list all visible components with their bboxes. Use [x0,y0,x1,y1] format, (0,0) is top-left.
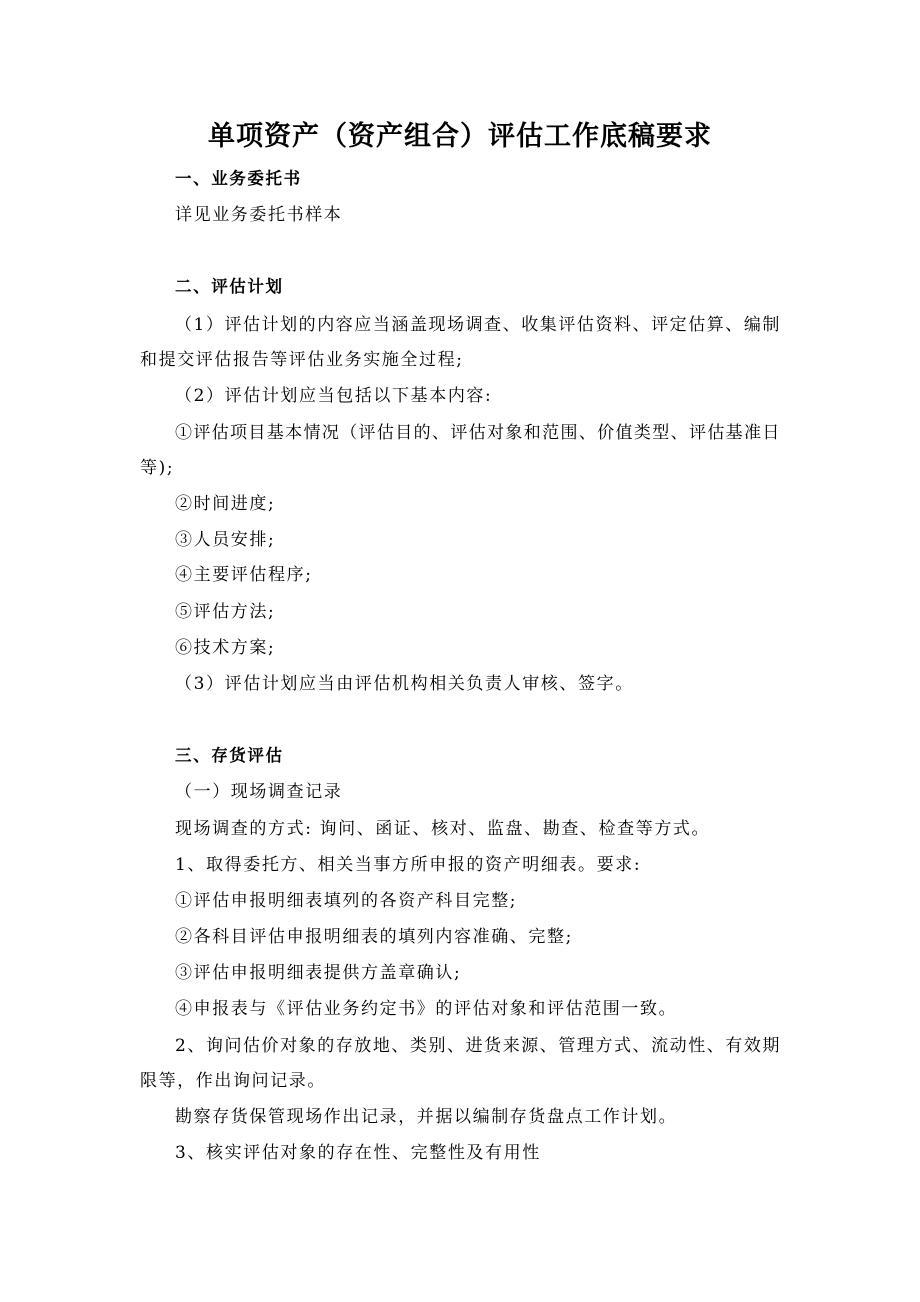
section3-survey: 勘察存货保管现场作出记录，并据以编制存货盘点工作计划。 [175,1107,678,1127]
section2-sub3: ③人员安排; [175,530,276,550]
section1-heading: 一、业务委托书 [175,169,302,188]
section2-sub2: ②时间进度; [175,494,276,514]
section3-req2: ②各科目评估申报明细表的填列内容准确、完整; [175,927,573,947]
section3-point3: 3、核实评估对象的存在性、完整性及有用性 [175,1143,541,1163]
section1-text: 详见业务委托书样本 [175,205,343,225]
section2-item1-line2: 和提交评估报告等评估业务实施全过程; [140,350,464,370]
section2-sub4: ④主要评估程序; [175,565,313,585]
section3-heading: 三、存货评估 [175,746,284,765]
section2-item2: （2）评估计划应当包括以下基本内容: [175,386,493,406]
section2-sub6: ⑥技术方案; [175,638,276,658]
section2-item3: （3）评估计划应当由评估机构相关负责人审核、签字。 [175,674,634,694]
section3-point2-line1: 2、询问估价对象的存放地、类别、进货来源、管理方式、流动性、有效期 [175,1036,780,1056]
section2-item1-line1: （1）评估计划的内容应当涵盖现场调查、收集评估资料、评定估算、编制 [175,315,780,335]
section2-heading: 二、评估计划 [175,277,284,296]
section3-methods: 现场调查的方式: 询问、函证、核对、监盘、勘查、检查等方式。 [175,819,711,839]
section2-sub1-line1: ①评估项目基本情况（评估目的、评估对象和范围、价值类型、评估基准日 [175,423,780,443]
section3-point1: 1、取得委托方、相关当事方所申报的资产明细表。要求: [175,855,642,875]
section2-sub5: ⑤评估方法; [175,602,276,622]
document-title: 单项资产（资产组合）评估工作底稿要求 [208,121,712,152]
section3-req4: ④申报表与《评估业务约定书》的评估对象和评估范围一致。 [175,999,678,1019]
section3-req1: ①评估申报明细表填列的各资产科目完整; [175,891,518,911]
section3-point2-line2: 限等，作出询问记录。 [140,1071,326,1091]
section3-req3: ③评估申报明细表提供方盖章确认; [175,963,462,983]
section2-sub1-line2: 等); [140,458,175,478]
section3-sub-heading: （一）现场调查记录 [175,782,343,802]
